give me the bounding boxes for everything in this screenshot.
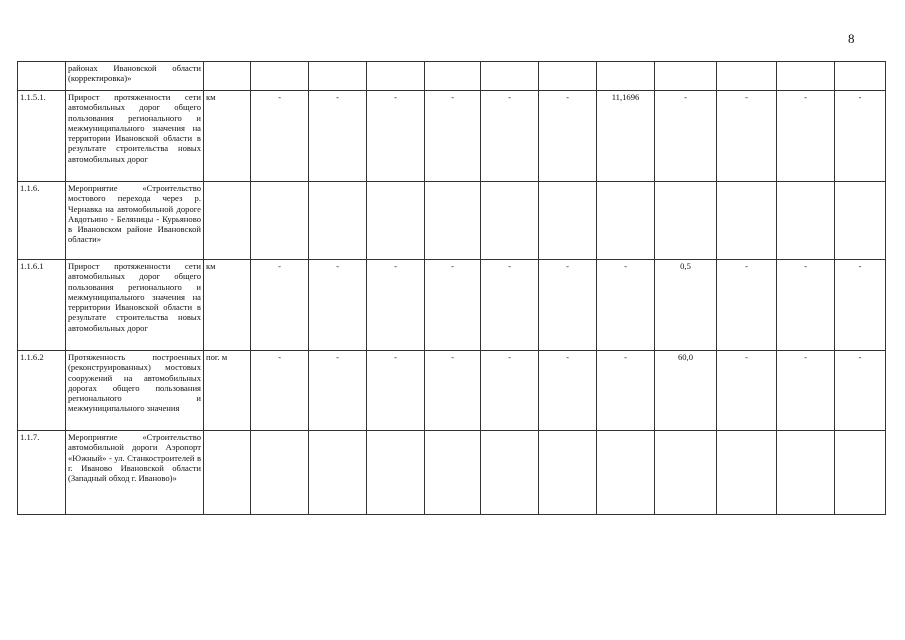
value-cell: - [251,351,309,431]
value-cell: - [367,91,425,182]
table-row [18,351,886,431]
unit-cell [204,62,251,91]
value-cell [777,431,835,515]
value-cell [655,182,717,260]
value-cell [481,431,539,515]
value-cell: 60,0 [655,351,717,431]
value-cell: - [481,260,539,351]
value-cell [481,62,539,91]
value-cell [425,182,481,260]
value-cell [367,431,425,515]
value-cell [425,431,481,515]
value-cell [597,62,655,91]
value-cell: - [835,91,886,182]
value-cell [835,431,886,515]
value-cell [367,182,425,260]
indicators-table [17,61,886,515]
unit-cell [204,182,251,260]
value-cell [539,431,597,515]
value-cell [655,62,717,91]
value-cell: 11,1696 [597,91,655,182]
description-cell: районах Ивановской области (корректировка)» [66,62,204,91]
value-cell: - [655,91,717,182]
value-cell [835,62,886,91]
value-cell [717,431,777,515]
value-cell [835,182,886,260]
value-cell: - [717,260,777,351]
value-cell: - [367,351,425,431]
value-cell: - [597,260,655,351]
value-cell [777,182,835,260]
table-body [18,62,886,515]
value-cell: - [539,91,597,182]
value-cell: - [309,351,367,431]
value-cell [251,431,309,515]
value-cell [251,182,309,260]
description-cell: Мероприятие «Строительство мостового перехода через р. Чернавка на автомобильной дороге Авдотьино - Беляницы - Курьяново в Ивановском районе Ивановской области» [66,182,204,260]
description-cell: Прирост протяженности сети автомобильных дорог общего пользования регионального и межмуниципального значения на территории Ивановской области в результате строительства новых автомобильных дорог [66,260,204,351]
value-cell: 0,5 [655,260,717,351]
value-cell: - [425,260,481,351]
value-cell: - [309,260,367,351]
description-cell: Прирост протяженности сети автомобильных дорог общего пользования регионального и межмуниципального значения на территории Ивановской области в результате строительства новых автомобильных дорог [66,91,204,182]
row-number-cell: 1.1.6.2 [18,351,66,431]
value-cell: - [539,351,597,431]
value-cell [251,62,309,91]
value-cell [717,182,777,260]
value-cell: - [717,351,777,431]
description-cell: Протяженность построенных (реконструированных) мостовых сооружений на автомобильных дорогах общего пользования регионального и межмуниципального значения [66,351,204,431]
table-row [18,91,886,182]
value-cell: - [251,91,309,182]
value-cell [539,182,597,260]
value-cell [777,62,835,91]
unit-cell: км [204,260,251,351]
value-cell: - [309,91,367,182]
table-row [18,260,886,351]
unit-cell [204,431,251,515]
table-row [18,62,886,91]
value-cell [655,431,717,515]
table-row [18,182,886,260]
value-cell: - [425,351,481,431]
value-cell [425,62,481,91]
value-cell [309,62,367,91]
value-cell: - [835,351,886,431]
value-cell [717,62,777,91]
row-number-cell: 1.1.6. [18,182,66,260]
table-row [18,431,886,515]
value-cell: - [597,351,655,431]
row-number-cell: 1.1.6.1 [18,260,66,351]
value-cell: - [835,260,886,351]
value-cell: - [251,260,309,351]
row-number-cell [18,62,66,91]
value-cell [481,182,539,260]
row-number-cell: 1.1.7. [18,431,66,515]
value-cell: - [777,91,835,182]
value-cell: - [481,351,539,431]
value-cell [597,431,655,515]
unit-cell: пог. м [204,351,251,431]
value-cell: - [777,351,835,431]
value-cell: - [425,91,481,182]
value-cell [309,431,367,515]
value-cell: - [539,260,597,351]
value-cell: - [717,91,777,182]
value-cell [539,62,597,91]
value-cell: - [367,260,425,351]
value-cell: - [777,260,835,351]
value-cell [309,182,367,260]
value-cell [367,62,425,91]
unit-cell: км [204,91,251,182]
value-cell: - [481,91,539,182]
row-number-cell: 1.1.5.1. [18,91,66,182]
value-cell [597,182,655,260]
description-cell: Мероприятие «Строительство автомобильной дороги Аэропорт «Южный» - ул. Станкостроителей в г. Иваново Ивановской области (Западный обход г. Иваново)» [66,431,204,515]
page-number: 8 [848,31,855,46]
